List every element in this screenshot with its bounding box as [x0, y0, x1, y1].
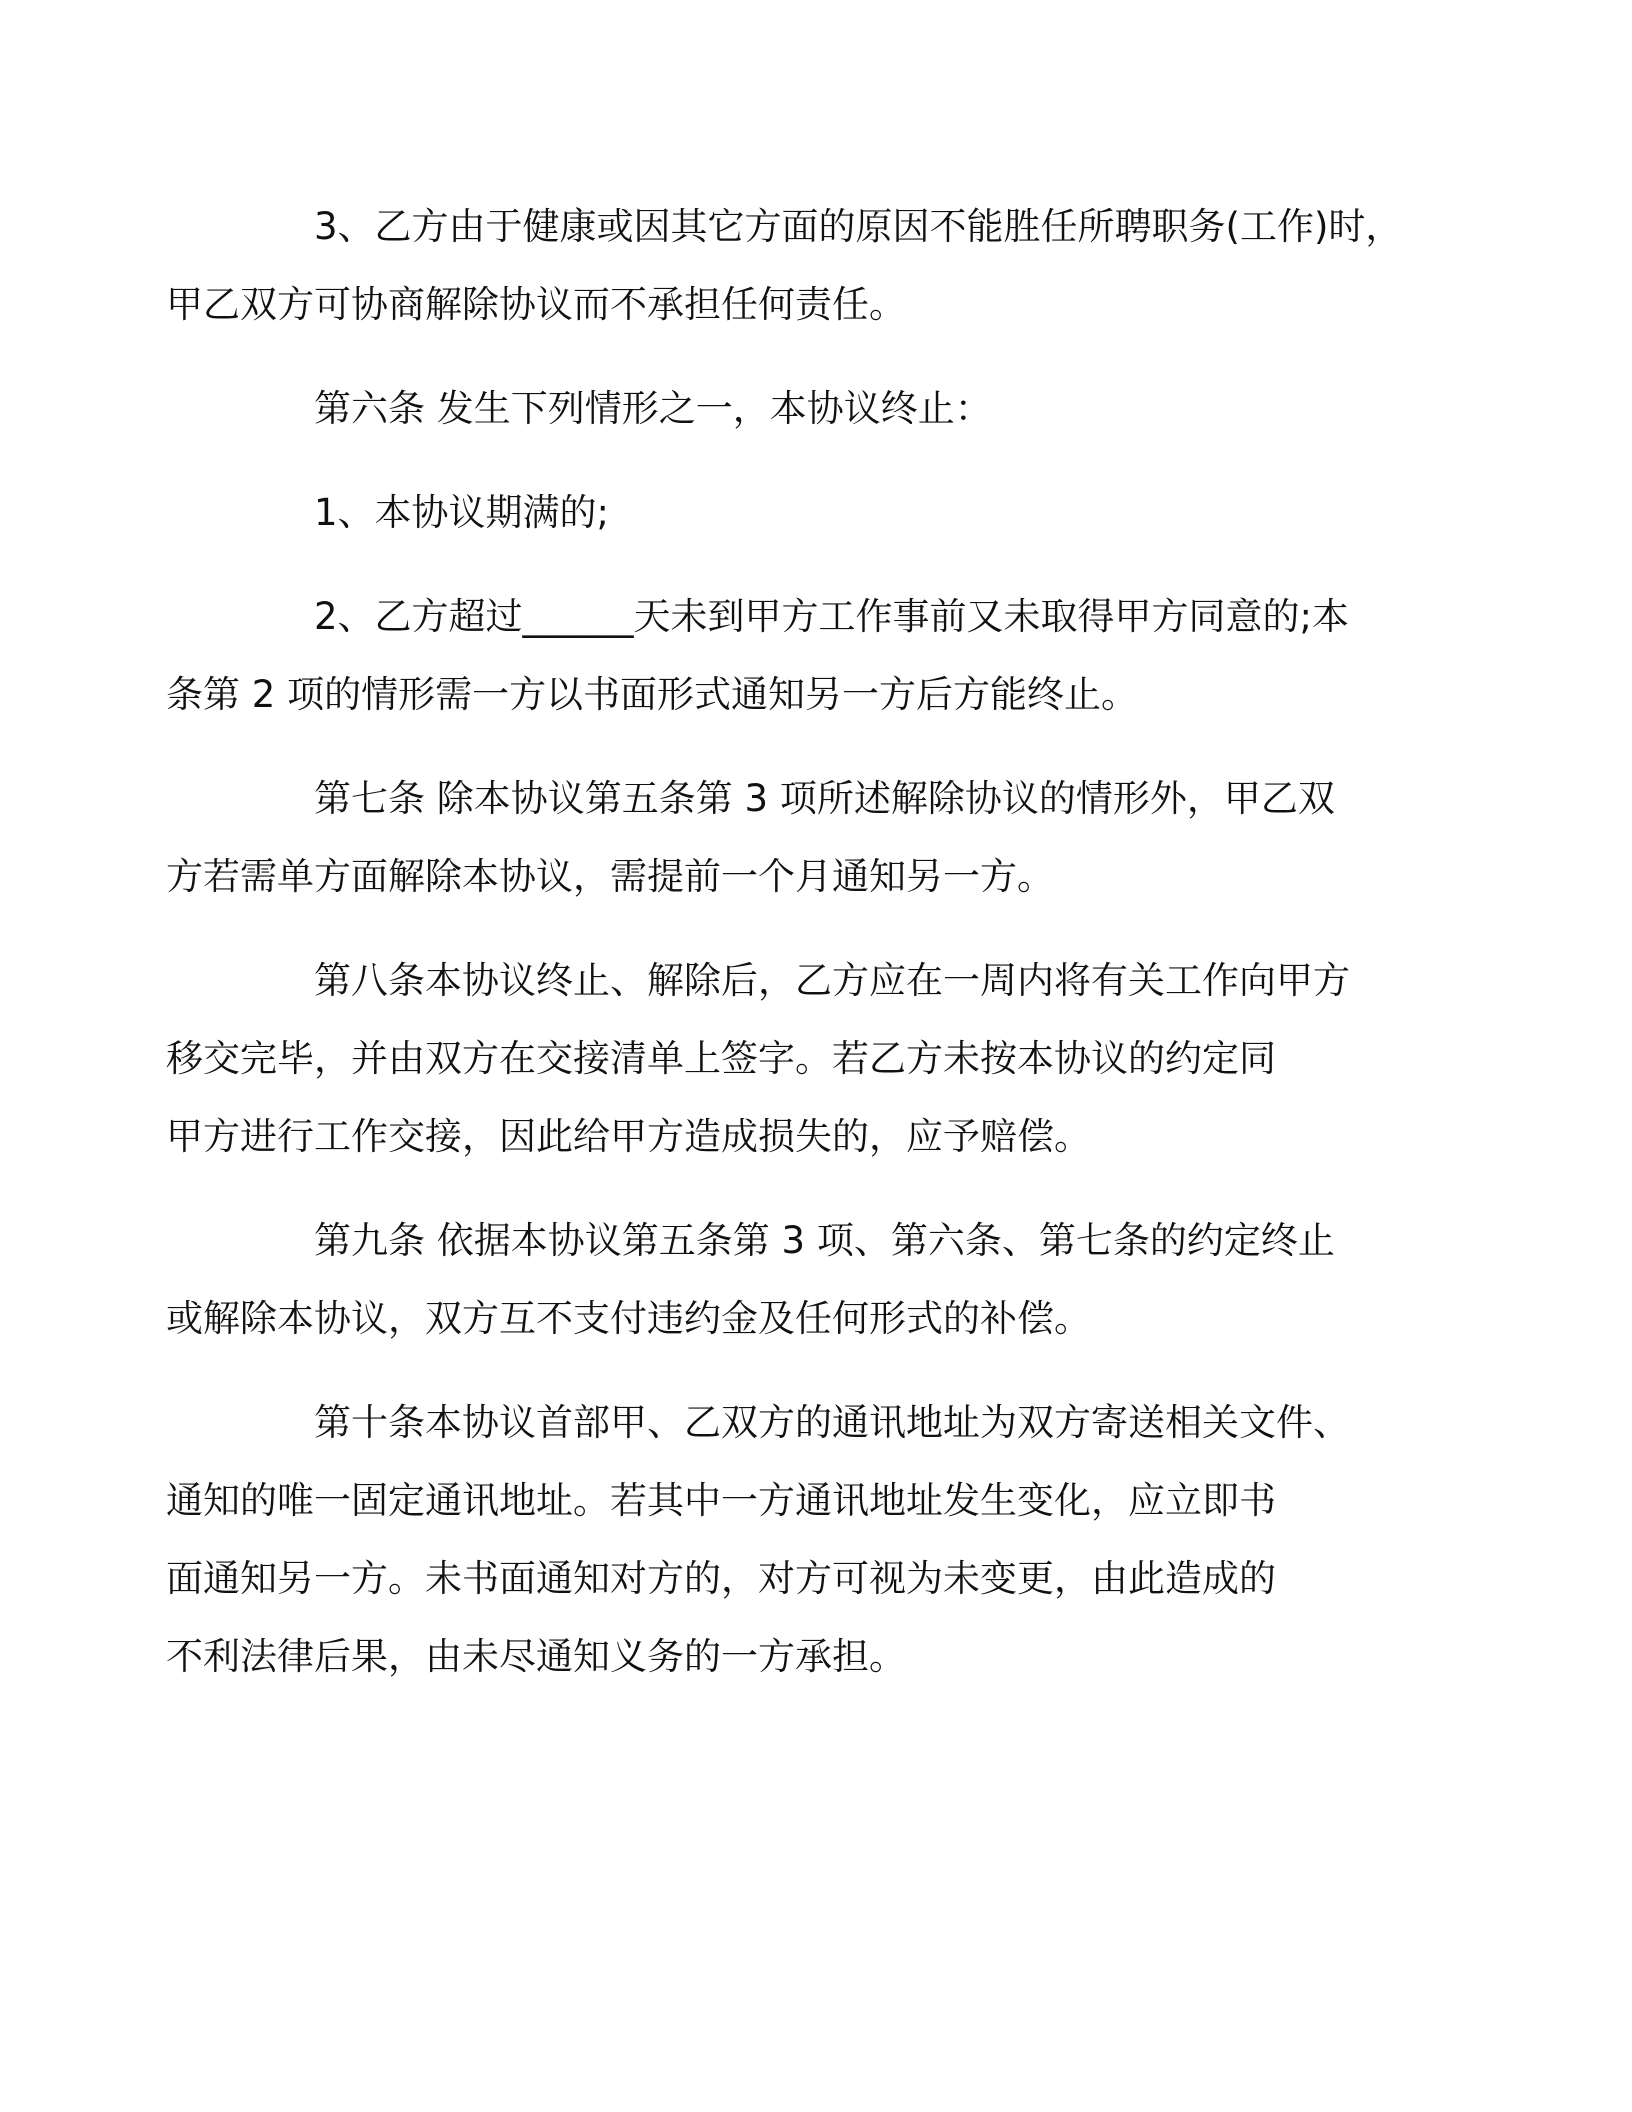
paragraph-clause-7 [166, 760, 1420, 916]
paragraph-clause-6-item-1 [240, 474, 1420, 552]
text-line: 第八条本协议终止、解除后，乙方应在一周内将有关工作向甲方 [314, 959, 1350, 1002]
text-line: 通知的唯一固定通讯地址。若其中一方通讯地址发生变化，应立即书 [166, 1479, 1276, 1522]
text-line: 移交完毕，并由双方在交接清单上签字。若乙方未按本协议的约定同 [166, 1037, 1276, 1080]
text-line: 不利法律后果，由未尽通知义务的一方承担。 [166, 1635, 906, 1678]
text-line: 甲方进行工作交接，因此给甲方造成损失的，应予赔偿。 [166, 1115, 1091, 1158]
paragraph-clause-6-item-2 [166, 578, 1420, 734]
paragraph-clause-6 [240, 370, 1420, 448]
document-body [166, 188, 1420, 1722]
text-line: 或解除本协议，双方互不支付违约金及任何形式的补偿。 [166, 1297, 1091, 1340]
text-line: 面通知另一方。未书面通知对方的，对方可视为未变更，由此造成的 [166, 1557, 1276, 1600]
paragraph-clause-9 [166, 1202, 1420, 1358]
paragraph-clause-8 [166, 942, 1420, 1176]
text-line: 方若需单方面解除本协议，需提前一个月通知另一方。 [166, 855, 1054, 898]
paragraph-clause-5-item-3 [166, 188, 1420, 344]
text-line: 2、乙方超过______天未到甲方工作事前又未取得甲方同意的;本 [314, 595, 1350, 638]
text-line: 第六条 发生下列情形之一，本协议终止： [314, 387, 992, 430]
text-line: 第九条 依据本协议第五条第 3 项、第六条、第七条的约定终止 [314, 1219, 1335, 1262]
text-line: 甲乙双方可协商解除协议而不承担任何责任。 [166, 283, 906, 326]
paragraph-clause-10 [166, 1384, 1420, 1696]
text-line: 第十条本协议首部甲、乙双方的通讯地址为双方寄送相关文件、 [314, 1401, 1350, 1444]
text-line: 第七条 除本协议第五条第 3 项所述解除协议的情形外，甲乙双 [314, 777, 1335, 820]
text-line: 条第 2 项的情形需一方以书面形式通知另一方后方能终止。 [166, 673, 1139, 716]
text-line: 3、乙方由于健康或因其它方面的原因不能胜任所聘职务(工作)时， [314, 205, 1403, 248]
text-line: 1、本协议期满的; [314, 491, 610, 534]
